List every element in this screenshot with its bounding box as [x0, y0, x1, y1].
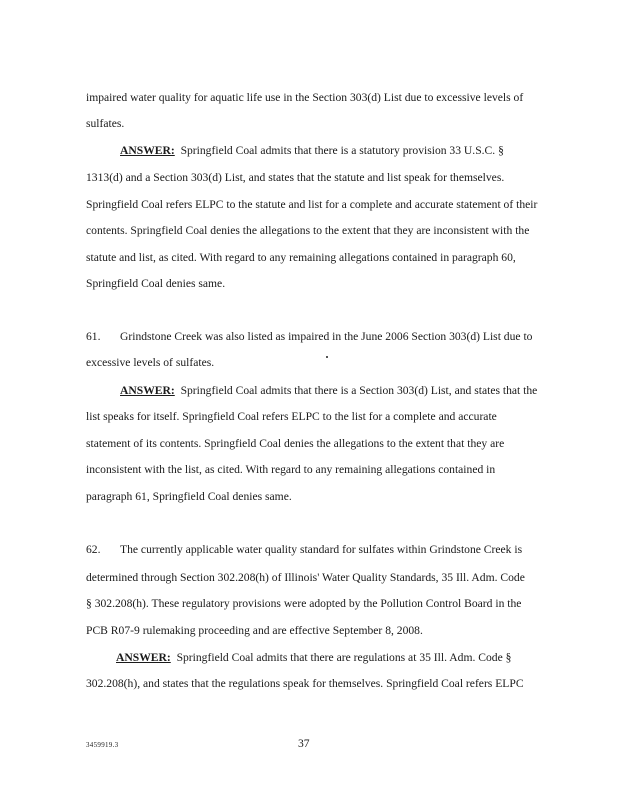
- paragraph-62-line-3: § 302.208(h). These regulatory provisions were adopted by the Pollution Control Board in the: [86, 597, 522, 610]
- answer-61-line-5: paragraph 61, Springfield Coal denies same.: [86, 490, 292, 503]
- paragraph-60-line-2: sulfates.: [86, 117, 125, 130]
- answer-label: ANSWER:: [120, 144, 175, 157]
- answer-61-line-2: list speaks for itself. Springfield Coal refers ELPC to the list for a complete and accurate: [86, 410, 497, 423]
- answer-61-line-3: statement of its contents. Springfield Coal denies the allegations to the extent that they are: [86, 437, 505, 450]
- answer-61-text-1: Springfield Coal admits that there is a Section 303(d) List, and states that the: [180, 384, 538, 397]
- answer-62-line-2: 302.208(h), and states that the regulations speak for themselves. Springfield Coal refers ELPC: [86, 677, 524, 690]
- paragraph-61-line-1: [86, 330, 546, 344]
- answer-label: ANSWER:: [120, 384, 175, 397]
- footer-document-id: 3459919.3: [86, 741, 119, 749]
- paragraph-60-line-1: impaired water quality for aquatic life use in the Section 303(d) List due to excessive levels of: [86, 91, 524, 104]
- answer-61-line-4: inconsistent with the list, as cited. With regard to any remaining allegations contained in: [86, 463, 496, 476]
- paragraph-62-text-1: The currently applicable water quality standard for sulfates within Grindstone Creek is: [120, 543, 523, 556]
- answer-60-line-5: statute and list, as cited. With regard to any remaining allegations contained in paragraph 60,: [86, 251, 516, 264]
- paragraph-61-text-1: Grindstone Creek was also listed as impaired in the June 2006 Section 303(d) List due to: [120, 330, 533, 343]
- answer-label: ANSWER:: [116, 651, 171, 664]
- answer-60-text-1: Springfield Coal admits that there is a statutory provision 33 U.S.C. §: [180, 144, 504, 157]
- answer-62-line-1: [116, 651, 546, 665]
- paragraph-61-number: 61.: [86, 330, 101, 343]
- answer-60-line-4: contents. Springfield Coal denies the allegations to the extent that they are inconsistent with the: [86, 224, 530, 237]
- paragraph-62-line-4: PCB R07-9 rulemaking proceeding and are effective September 8, 2008.: [86, 624, 423, 637]
- paragraph-61-line-2: excessive levels of sulfates.: [86, 356, 215, 369]
- scan-speck: [326, 356, 328, 358]
- paragraph-62-line-1: [86, 543, 546, 557]
- footer-page-number: 37: [298, 737, 310, 750]
- answer-60-line-2: 1313(d) and a Section 303(d) List, and states that the statute and list speak for themselves.: [86, 171, 505, 184]
- answer-62-text-1: Springfield Coal admits that there are regulations at 35 Ill. Adm. Code §: [176, 651, 512, 664]
- answer-60-line-3: Springfield Coal refers ELPC to the statute and list for a complete and accurate statement of their: [86, 198, 538, 211]
- paragraph-62-line-2: determined through Section 302.208(h) of Illinois' Water Quality Standards, 35 Ill. Adm. Code: [86, 571, 525, 584]
- paragraph-62-number: 62.: [86, 543, 101, 556]
- answer-61-line-1: [120, 384, 546, 398]
- answer-60-line-6: Springfield Coal denies same.: [86, 277, 226, 290]
- answer-60-line-1: [120, 144, 546, 158]
